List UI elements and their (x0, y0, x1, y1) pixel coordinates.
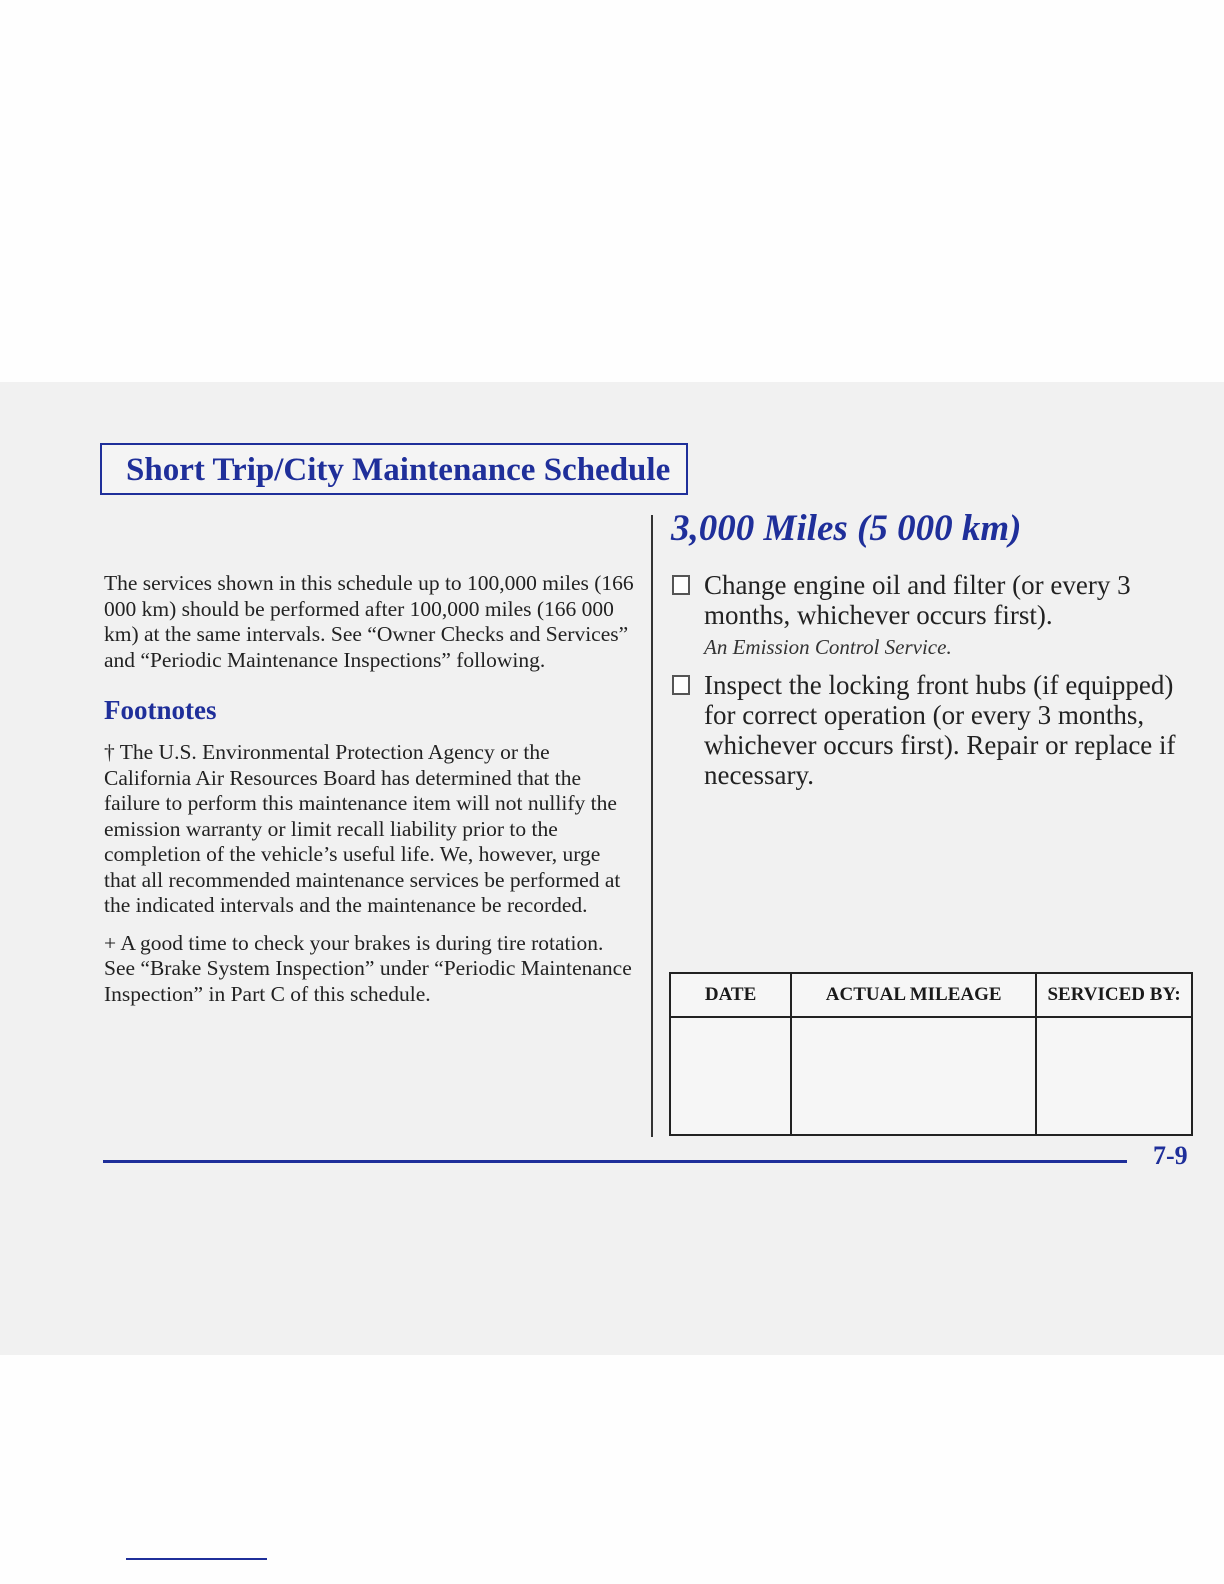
table-header-row (670, 973, 1192, 1017)
service-item-hubs (671, 670, 1201, 790)
left-column (104, 571, 634, 1019)
service-item-text: Inspect the locking front hubs (if equipped) for correct operation (or every 3 months, whichever occurs first). Repair or replace if necessary. (704, 670, 1176, 790)
mileage-cell[interactable] (791, 1017, 1036, 1135)
checkbox-oil-change[interactable] (672, 575, 690, 595)
checkbox-hub-inspection[interactable] (672, 675, 690, 695)
footnote-emissions: † The U.S. Environmental Protection Agency or the California Air Resources Board has determined that the failure to perform this maintenance item will not nullify the emission warranty or limit recall liability prior to the completion of the vehicle’s useful life. We, however, urge that all recommended maintenance services be performed at the indicated intervals and the maintenance be recorded. (104, 740, 621, 917)
column-divider (651, 515, 653, 1137)
table-row (670, 1017, 1192, 1135)
service-item-text: Change engine oil and filter (or every 3 months, whichever occurs first). (704, 570, 1131, 630)
bottom-rule (103, 1160, 1127, 1163)
serviced-by-header: SERVICED BY: (1036, 973, 1192, 1017)
intro-paragraph: The services shown in this schedule up to 100,000 miles (166 000 km) should be performed after 100,000 miles (166 000 km) at the same intervals. See “Owner Checks and Services” and “Periodic Maintenance Inspections” following. (104, 571, 634, 672)
page-title: Short Trip/City Maintenance Schedule (126, 452, 671, 488)
interval-title: 3,000 Miles (5 000 km) (671, 508, 1022, 549)
footnote-brakes: + A good time to check your brakes is during tire rotation. See “Brake System Inspection” under “Periodic Maintenance Inspection” in Part C of this schedule. (104, 930, 632, 1006)
right-column (671, 507, 1201, 800)
page-number: 7-9 (1153, 1141, 1188, 1170)
footnotes-heading: Footnotes (104, 695, 217, 725)
serviced-by-cell[interactable] (1036, 1017, 1192, 1135)
date-header: DATE (670, 973, 791, 1017)
section-title-box (100, 443, 688, 495)
footer-rule (126, 1558, 267, 1560)
emission-note: An Emission Control Service. (704, 635, 952, 659)
service-record-table (669, 972, 1193, 1136)
date-cell[interactable] (670, 1017, 791, 1135)
mileage-header: ACTUAL MILEAGE (791, 973, 1036, 1017)
service-item-oil (671, 570, 1201, 660)
